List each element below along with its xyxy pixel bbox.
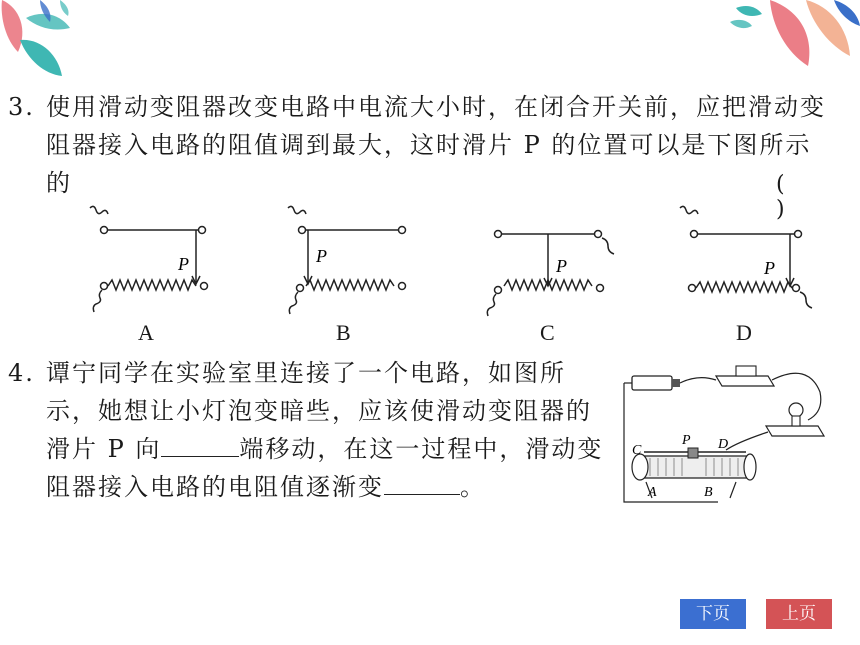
previous-page-button[interactable]: 上页 <box>766 599 832 629</box>
next-page-button[interactable]: 下页 <box>680 599 746 629</box>
figure-label-b: B <box>704 485 713 500</box>
corner-leaves-right-decoration <box>730 0 860 80</box>
option-d-circuit-diagram <box>672 200 822 320</box>
corner-leaves-left-decoration <box>0 0 90 90</box>
option-c-slider-label: P <box>556 256 567 276</box>
option-c-label: C <box>540 320 555 345</box>
blank-resistance-change[interactable] <box>384 472 460 495</box>
option-a-circuit-diagram <box>82 200 222 320</box>
question-4-number: 4. <box>8 359 35 387</box>
question-4-line-1: 4. 谭宁同学在实验室里连接了一个电路，如图所 <box>8 359 566 387</box>
question-4-line-4: 阻器接入电路的电阻值逐渐变 。 <box>46 473 486 501</box>
answer-parentheses: ( ) <box>776 172 825 222</box>
option-b-label: B <box>336 320 351 345</box>
question-3-line-3: 的 <box>46 169 72 197</box>
question-4-line-3: 滑片 P 向 端移动，在这一过程中，滑动变 <box>46 435 604 463</box>
figure-label-d: D <box>718 437 729 452</box>
option-c-circuit-diagram <box>478 200 618 320</box>
question-3-line-2: 阻器接入电路的阻值调到最大，这时滑片 P 的位置可以是下图所示 <box>46 131 812 159</box>
figure-label-a: A <box>648 485 657 500</box>
question-4-line-2: 示，她想让小灯泡变暗些，应该使滑动变阻器的 <box>46 397 592 425</box>
option-d-label: D <box>736 320 752 345</box>
blank-direction[interactable] <box>161 434 239 457</box>
option-b-slider-label: P <box>316 246 327 266</box>
question-3-line-1: 3. 使用滑动变阻器改变电路中电流大小时，在闭合开关前，应把滑动变 <box>8 93 826 121</box>
option-b-circuit-diagram <box>280 200 420 320</box>
question-4-circuit-figure <box>618 352 830 512</box>
option-a-label: A <box>138 320 154 345</box>
option-d-slider-label: P <box>764 258 775 278</box>
figure-label-c: C <box>632 443 642 458</box>
figure-label-p: P <box>682 433 691 448</box>
option-a-slider-label: P <box>178 254 189 274</box>
question-3-number: 3. <box>8 93 35 121</box>
